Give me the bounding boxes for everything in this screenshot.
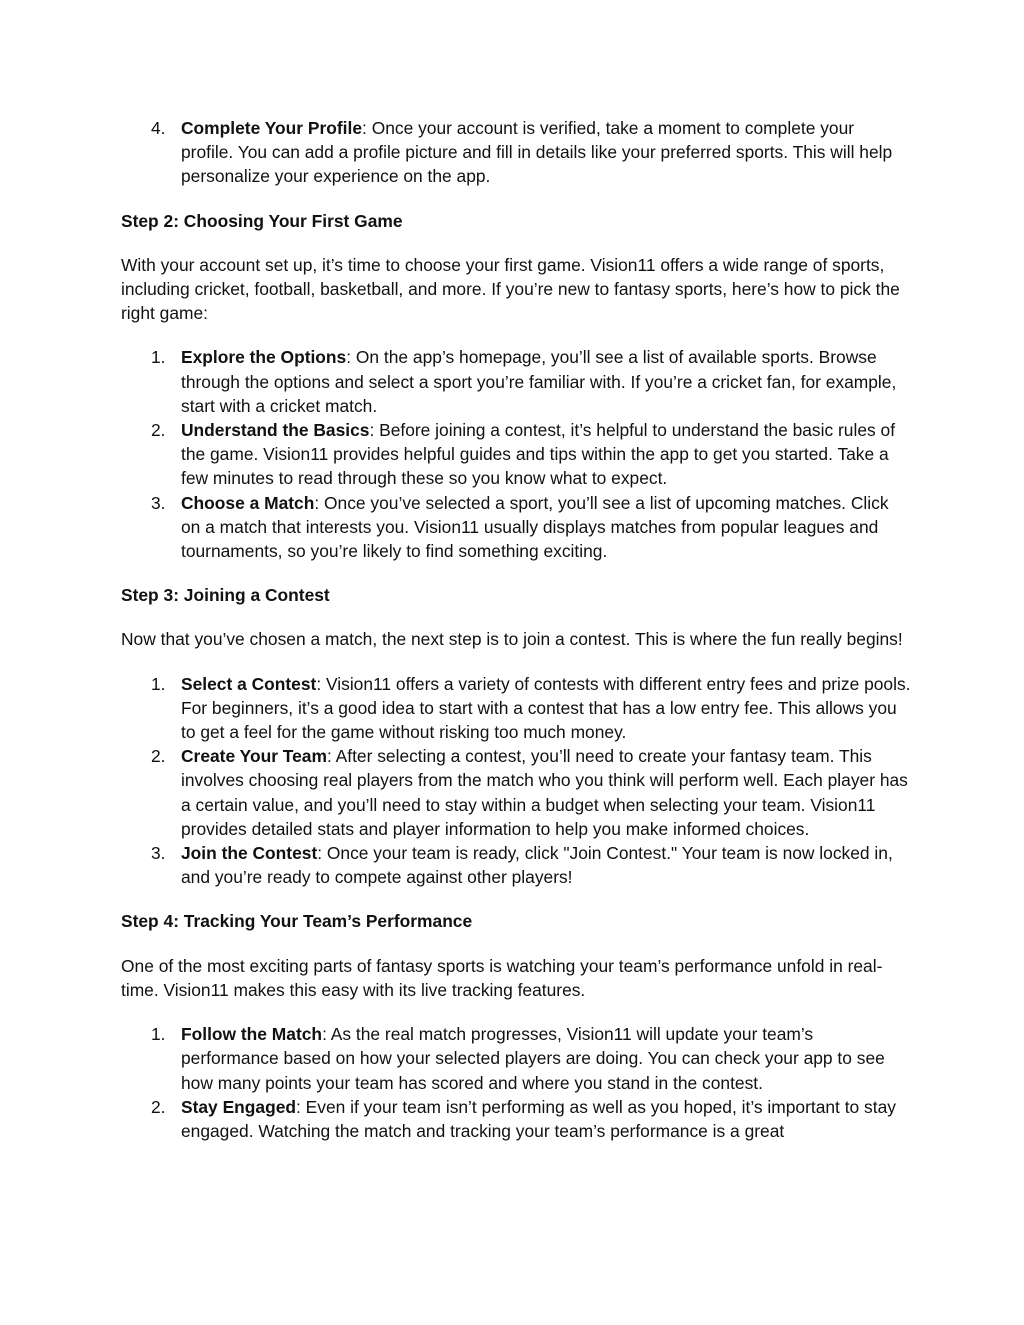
list-item: [121, 1022, 911, 1095]
list-number: 2.: [151, 1096, 166, 1117]
step-3-list: [121, 672, 911, 890]
list-text: : Even if your team isn’t performing as well as you hoped, it’s important to stay engaged. Watching the match and tracking your team’s performance is a great: [181, 1096, 896, 1141]
list-text: : Vision11 offers a variety of contests with different entry fees and prize pools. For beginners, it’s a good idea to start with a contest that has a low entry fee. This allows you to get a feel for the game without risking too much money.: [181, 673, 911, 743]
list-text: : Once your team is ready, click "Join Contest." Your team is now locked in, and you’re ready to compete against other players!: [181, 843, 893, 888]
list-term: Join the Contest: [181, 843, 318, 864]
list-number: 1.: [151, 1024, 166, 1045]
section-heading-step-2: Step 2: Choosing Your First Game: [121, 210, 403, 231]
list-text: : Before joining a contest, it’s helpful to understand the basic rules of the game. Vision11 provides helpful guides and tips within the app to get you started. Take a few minutes to read through these so you know what to expect.: [181, 420, 896, 489]
step-2-list: [121, 345, 911, 563]
list-term: Follow the Match: [181, 1024, 323, 1045]
list-text: : Once your account is verified, take a moment to complete your profile. You can add a profile picture and fill in details like your preferred sports. This will help personalize your experience on the app.: [181, 118, 893, 187]
list-number: 2.: [151, 420, 166, 441]
list-text: : On the app’s homepage, you’ll see a list of available sports. Browse through the options and select a sport you’re familiar with. If you’re a cricket fan, for example, start with a cricket match.: [181, 347, 897, 416]
section-heading-step-3: Step 3: Joining a Contest: [121, 585, 330, 606]
list-item: [121, 1095, 911, 1143]
list-term: Complete Your Profile: [181, 118, 363, 138]
section-intro-step-2: With your account set up, it’s time to choose your first game. Vision11 offers a wide range of sports, including cricket, football, basketball, and more. If you’re new to fantasy sports, here’s how to pick the right game:: [121, 254, 900, 324]
section-heading-step-4: Step 4: Tracking Your Team’s Performance: [121, 911, 473, 932]
list-term: Explore the Options: [181, 347, 347, 368]
step-4-list: [121, 1022, 911, 1143]
list-item: [121, 672, 911, 745]
list-number: 4.: [151, 118, 166, 138]
section-intro-step-4: One of the most exciting parts of fantasy sports is watching your team’s performance unfold in real-time. Vision11 makes this easy with its live tracking features.: [121, 955, 883, 1000]
list-term: Select a Contest: [181, 673, 317, 694]
list-number: 3.: [151, 492, 166, 513]
list-text: : Once you’ve selected a sport, you’ll see a list of upcoming matches. Click on a match that interests you. Vision11 usually displays matches from popular leagues and tournaments, so you’re likely to find something exciting.: [181, 492, 889, 562]
list-item: [121, 841, 911, 889]
list-term: Choose a Match: [181, 492, 315, 513]
list-item: [121, 491, 911, 564]
list-number: 1.: [151, 673, 166, 694]
list-text: : As the real match progresses, Vision11 will update your team’s performance based on how your selected players are doing. You can check your app to see how many points your team has scored and where you stand in the contest.: [181, 1024, 885, 1093]
document-page: [121, 116, 911, 1143]
list-number: 2.: [151, 746, 166, 767]
list-term: Stay Engaged: [181, 1096, 297, 1117]
list-term: Create Your Team: [181, 746, 327, 767]
list-item: [121, 345, 911, 418]
list-term: Understand the Basics: [181, 420, 370, 441]
list-item: [121, 116, 911, 189]
profile-list: [121, 116, 911, 189]
list-number: 3.: [151, 843, 166, 864]
list-number: 1.: [151, 347, 166, 368]
section-intro-step-3: Now that you’ve chosen a match, the next step is to join a contest. This is where the fun really begins!: [121, 629, 903, 650]
list-item: [121, 744, 911, 841]
list-item: [121, 418, 911, 491]
list-text: : After selecting a contest, you’ll need to create your fantasy team. This involves choosing real players from the match who you think will perform well. Each player has a certain value, and you’ll need to stay within a budget when selecting your team. Vision11 provides detailed stats and player information to help you make informed choices.: [181, 746, 908, 839]
